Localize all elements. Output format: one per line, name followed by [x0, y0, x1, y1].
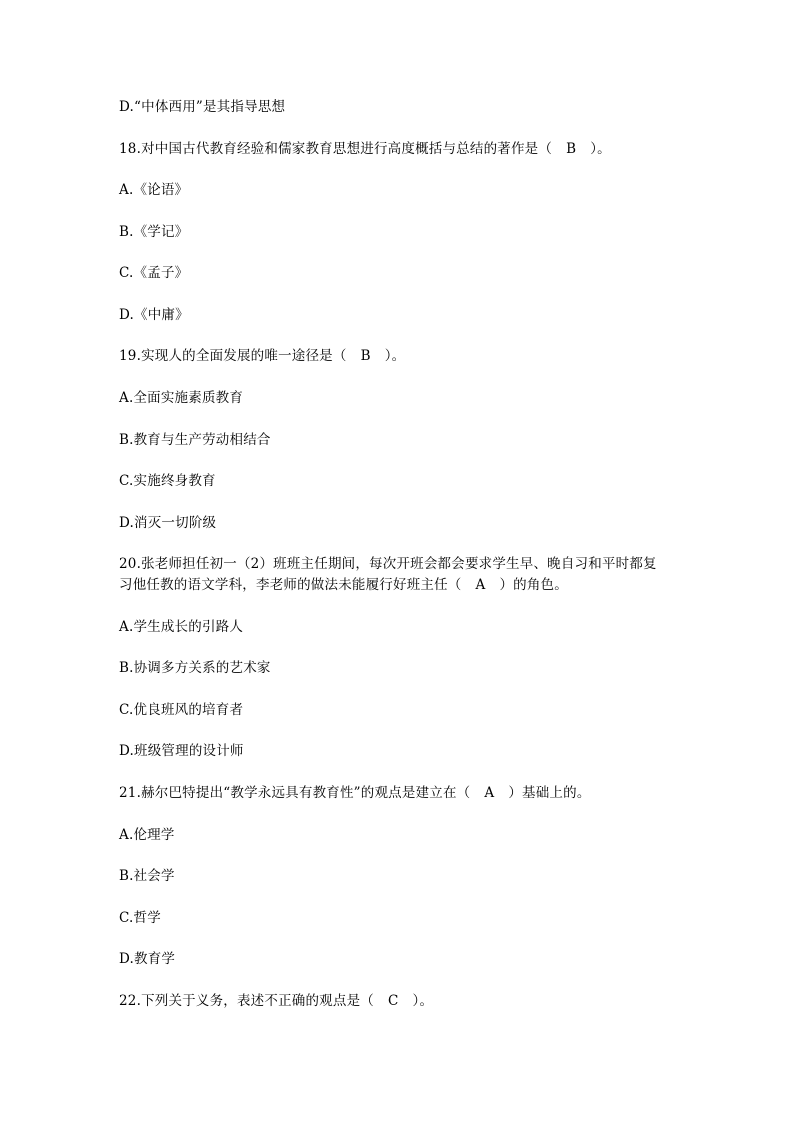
q20-option-b: B.协调多方关系的艺术家 — [119, 660, 271, 676]
q18-answer: B — [566, 141, 577, 157]
q18-option-d: D.《中庸》 — [119, 307, 189, 323]
q22-stem — [119, 991, 433, 1012]
q22-answer: C — [387, 993, 399, 1009]
q17-option-d: D.“中体西用”是其指导思想 — [119, 99, 286, 115]
q21-option-c: C.哲学 — [119, 910, 161, 926]
q20-end: ）的角色。 — [499, 577, 568, 593]
q18-stem — [119, 139, 611, 160]
q19-text: 19.实现人的全面发展的唯一途径是（ — [119, 348, 347, 364]
q20-stem-line2 — [119, 575, 568, 596]
q20-text: 习他任教的语文学科，李老师的做法未能履行好班主任（ — [119, 577, 462, 593]
q21-option-a: A.伦理学 — [119, 827, 175, 843]
q19-option-b: B.教育与生产劳动相结合 — [119, 432, 271, 448]
q18-option-c: C.《孟子》 — [119, 265, 189, 281]
q19-end: ）。 — [384, 348, 406, 364]
q19-answer: B — [360, 348, 371, 364]
q20-option-c: C.优良班风的培育者 — [119, 702, 244, 718]
q21-answer: A — [484, 785, 495, 801]
q21-option-b: B.社会学 — [119, 868, 175, 884]
q18-text: 18.对中国古代教育经验和儒家教育思想进行高度概括与总结的著作是（ — [119, 141, 553, 157]
q19-option-a: A.全面实施素质教育 — [119, 390, 244, 406]
q21-option-d: D.教育学 — [119, 951, 176, 967]
q20-answer: A — [475, 577, 486, 593]
q18-option-b: B.《学记》 — [119, 224, 189, 240]
q19-stem — [119, 346, 405, 367]
q18-option-a: A.《论语》 — [119, 182, 189, 198]
q20-stem-line1: 20.张老师担任初一（2）班班主任期间，每次开班会都会要求学生早、晚自习和平时都复 — [119, 556, 657, 572]
q22-text: 22.下列关于义务，表述不正确的观点是（ — [119, 993, 374, 1009]
q22-end: ）。 — [412, 993, 434, 1009]
q20-option-a: A.学生成长的引路人 — [119, 619, 244, 635]
q19-option-c: C.实施终身教育 — [119, 473, 216, 489]
q21-text: 21.赫尔巴特提出“教学永远具有教育性”的观点是建立在（ — [119, 785, 471, 801]
q20-option-d: D.班级管理的设计师 — [119, 743, 244, 759]
q21-stem — [119, 783, 591, 804]
q18-end: ）。 — [590, 141, 611, 157]
q19-option-d: D.消灭一切阶级 — [119, 515, 217, 531]
q21-end: ）基础上的。 — [508, 785, 591, 801]
